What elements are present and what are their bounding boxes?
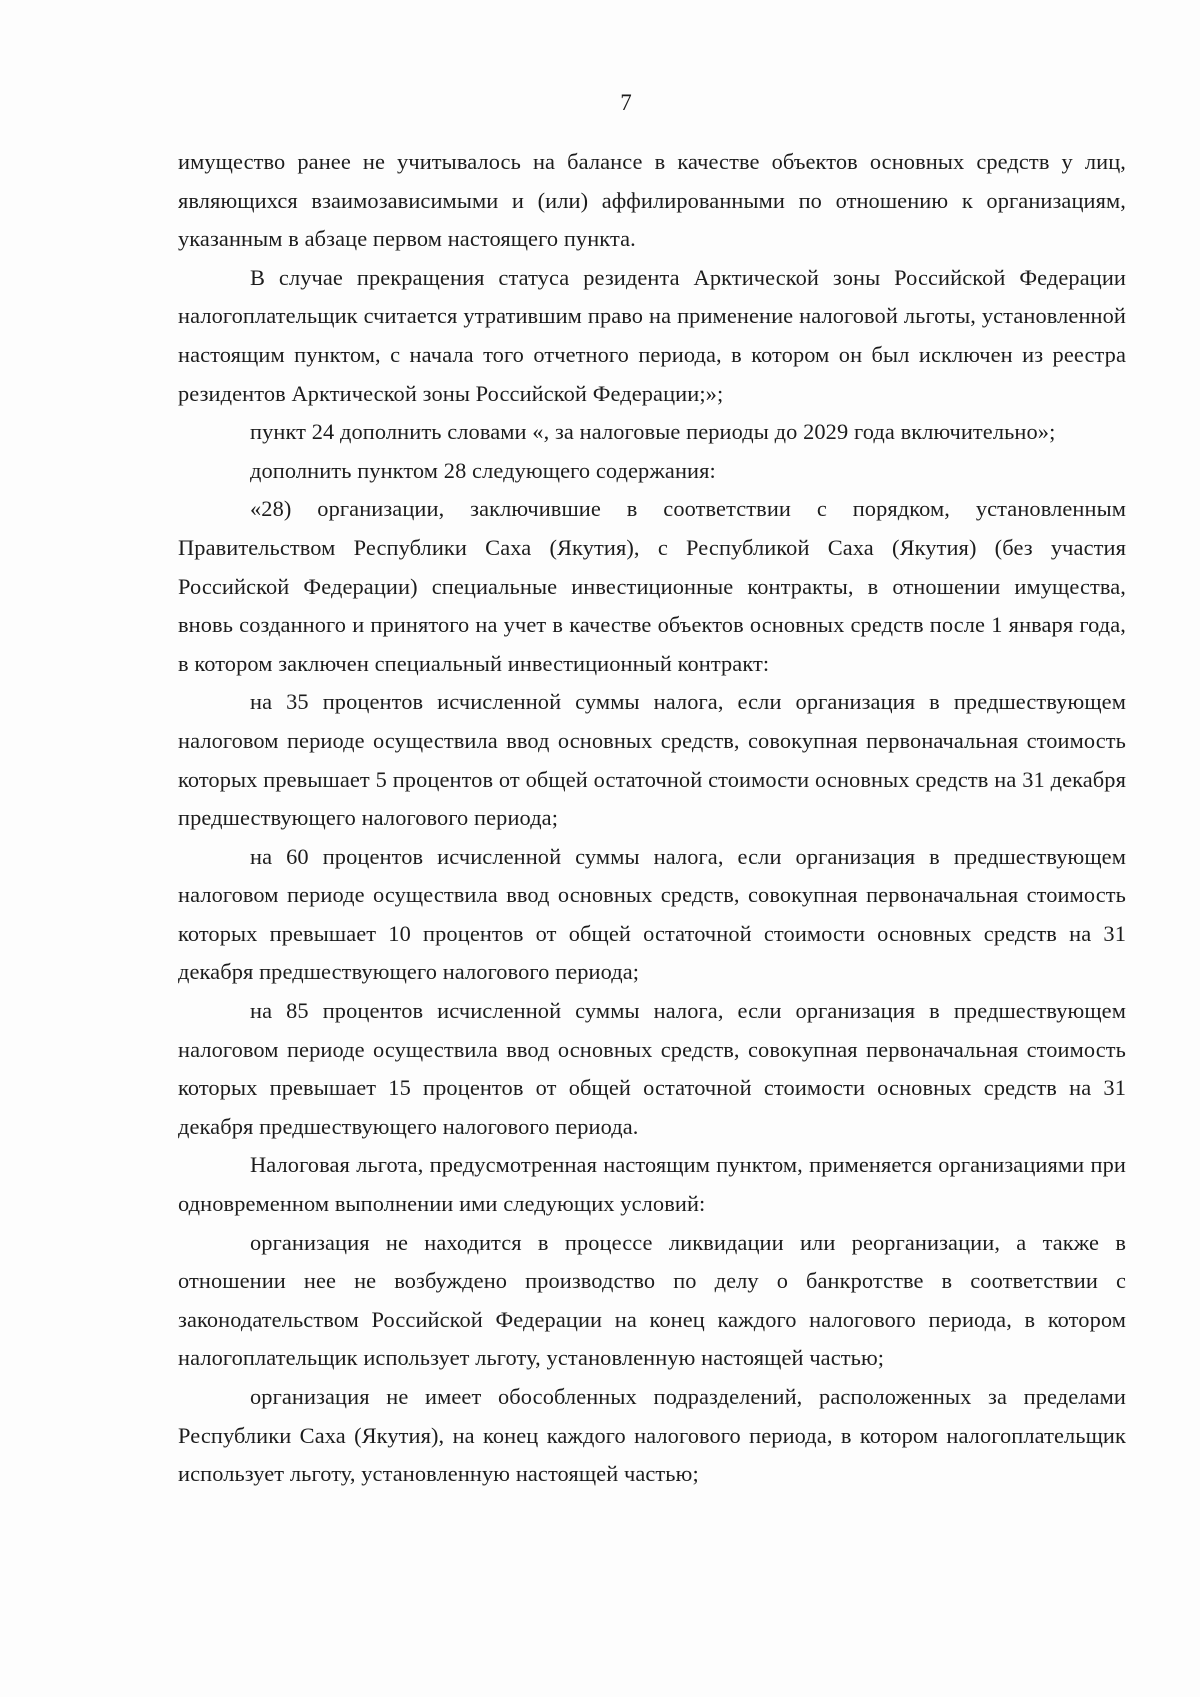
paragraph-status-termination: В случае прекращения статуса резидента Арктической зоны Российской Федерации налогоплательщик считается утратившим право на применение налоговой льготы, установленной настоящим пунктом, с начала того отчетного периода, в котором он был исключен из реестра резидентов Арктической зоны Российской Федерации;»; — [178, 264, 1126, 406]
paragraph-continuation: имущество ранее не учитывалось на балансе в качестве объектов основных средств у лиц, являющихся взаимозависимыми и (или) аффилированными по отношению к организациям, указанным в абзаце первом настоящего пункта. — [178, 149, 1126, 252]
page-number: 7 — [620, 90, 632, 115]
paragraph-rate-35: на 35 процентов исчисленной суммы налога, если организация в предшествующем налоговом периоде осуществила ввод основных средств, совокупная первоначальная стоимость которых превышает 5 процентов от общей остаточной стоимости основных средств на 31 декабря предшествующего налогового периода; — [178, 689, 1126, 831]
paragraph-item-28: «28) организации, заключившие в соответствии с порядком, установленным Правительством Республики Саха (Якутия), с Республикой Саха (Якутия) (без участия Российской Федерации) специальные инвестиционные контракты, в отношении имущества, вновь созданного и принятого на учет в качестве объектов основных средств после 1 января года, в котором заключен специальный инвестиционный контракт: — [178, 496, 1126, 676]
paragraph-condition-liquidation: организация не находится в процессе ликвидации или реорганизации, а также в отношении нее не возбуждено производство по делу о банкротстве в соответствии с законодательством Российской Федерации на конец каждого налогового периода, в котором налогоплательщик использует льготу, установленную настоящей частью; — [178, 1229, 1126, 1371]
paragraph-item-24-amendment: пункт 24 дополнить словами «, за налоговые периоды до 2029 года включительно»; — [250, 419, 1056, 445]
paragraph-condition-subdivisions: организация не имеет обособленных подразделений, расположенных за пределами Республики Саха (Якутия), на конец каждого налогового периода, в котором налогоплательщик использует льготу, установленную настоящей частью; — [178, 1384, 1126, 1487]
paragraph-add-item-28: дополнить пунктом 28 следующего содержания: — [250, 457, 716, 483]
document-body — [178, 143, 1126, 1494]
paragraph-rate-85: на 85 процентов исчисленной суммы налога, если организация в предшествующем налоговом периоде осуществила ввод основных средств, совокупная первоначальная стоимость которых превышает 15 процентов от общей остаточной стоимости основных средств на 31 декабря предшествующего налогового периода. — [178, 998, 1126, 1139]
paragraph-conditions-intro: Налоговая льгота, предусмотренная настоящим пунктом, применяется организациями при одновременном выполнении ими следующих условий: — [178, 1152, 1126, 1217]
paragraph-rate-60: на 60 процентов исчисленной суммы налога, если организация в предшествующем налоговом периоде осуществила ввод основных средств, совокупная первоначальная стоимость которых превышает 10 процентов от общей остаточной стоимости основных средств на 31 декабря предшествующего налогового периода; — [178, 843, 1126, 985]
